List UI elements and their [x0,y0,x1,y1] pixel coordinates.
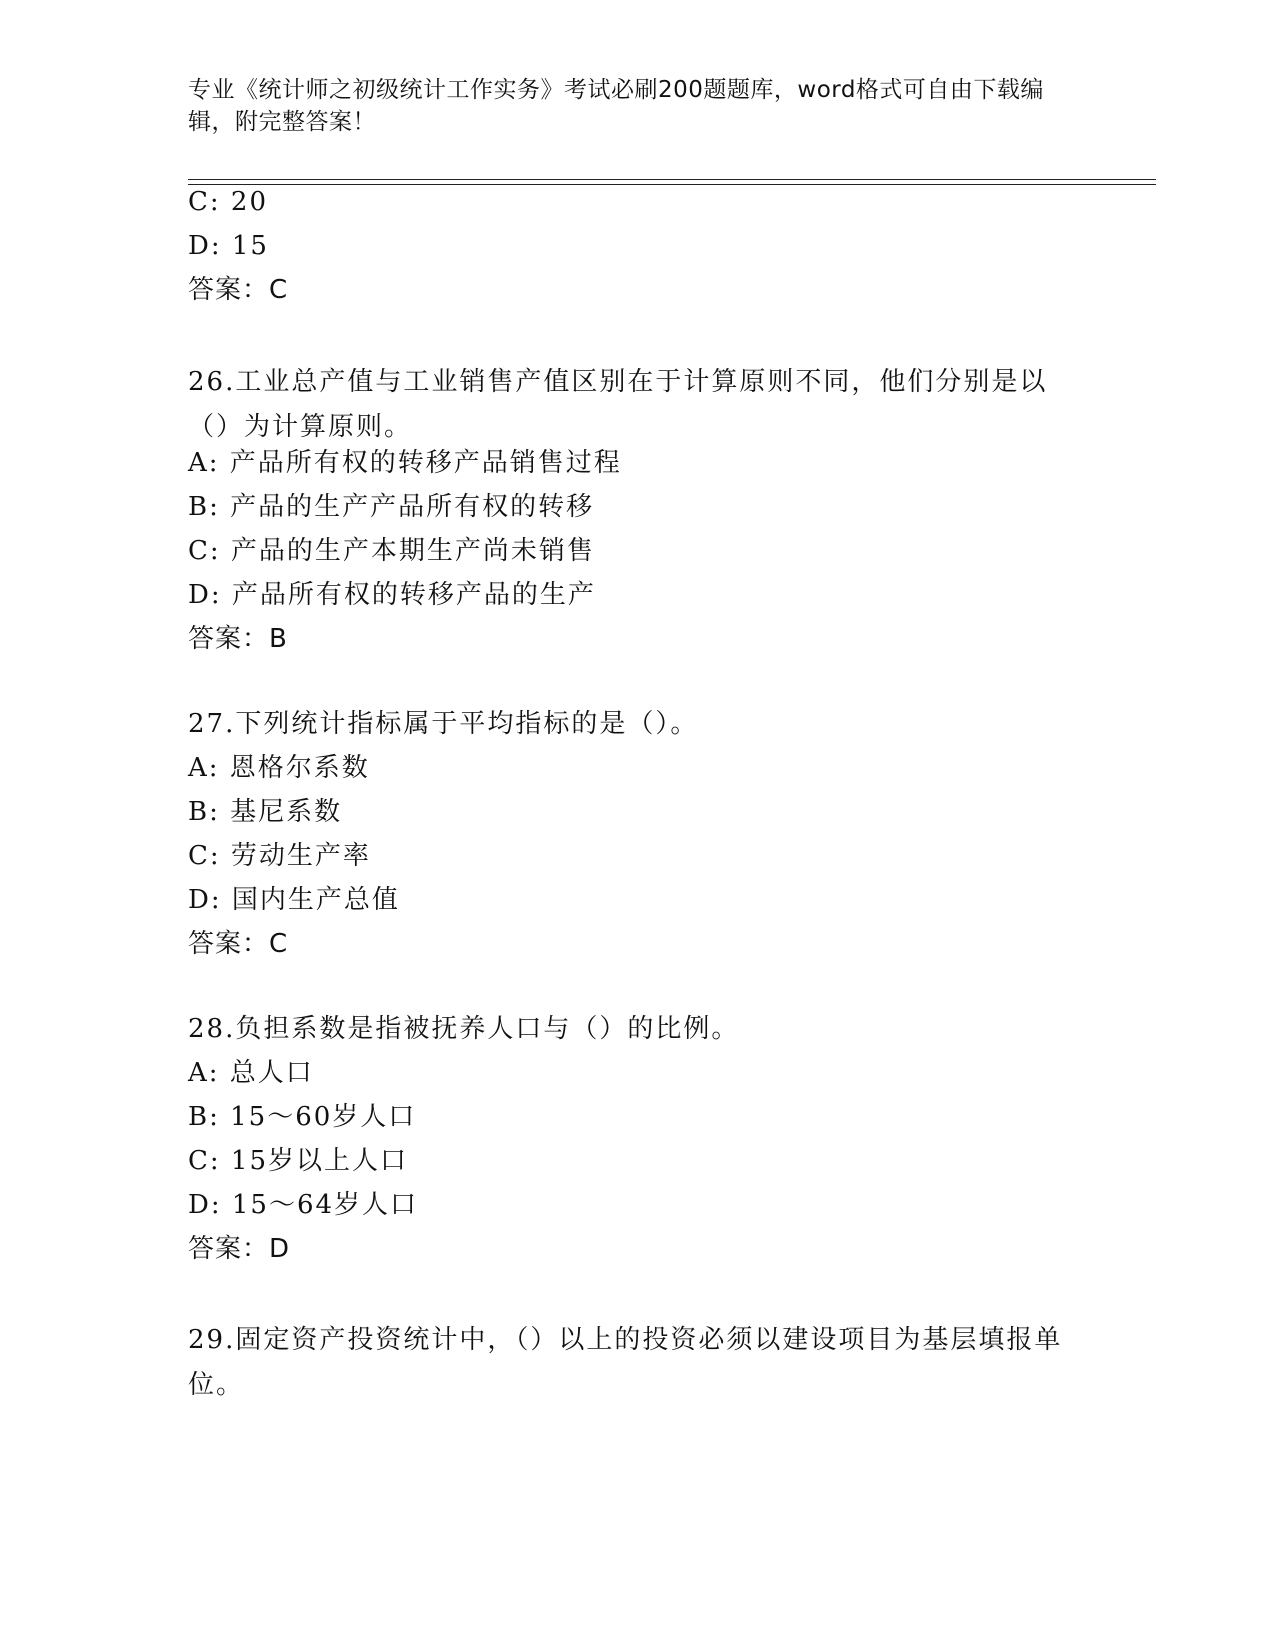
question-27-text: 27.下列统计指标属于平均指标的是（）。 [188,709,699,739]
question-27-answer: 答案：C [188,929,289,959]
question-26-text: 26.工业总产值与工业销售产值区别在于计算原则不同，他们分别是以（）为计算原则。 [188,367,1048,442]
question-28-answer: 答案：D [188,1234,291,1264]
question-26-answer: 答案：B [188,624,288,654]
option-c: C: 20 [188,187,269,217]
question-27-option-d: D: 国内生产总值 [188,885,400,915]
question-26-option-d: D: 产品所有权的转移产品的生产 [188,580,596,610]
question-28-text: 28.负担系数是指被抚养人口与（）的比例。 [188,1014,740,1044]
question-26-option-b: B: 产品的生产产品所有权的转移 [188,492,595,522]
question-28-option-d: D: 15～64岁人口 [188,1190,419,1220]
question-26-option-c: C: 产品的生产本期生产尚未销售 [188,536,595,566]
question-29-text: 29.固定资产投资统计中，（）以上的投资必须以建设项目为基层填报单位。 [188,1325,1063,1400]
question-28-option-b: B: 15～60岁人口 [188,1102,417,1132]
document-header: 专业《统计师之初级统计工作实务》考试必刷200题题库，word格式可自由下载编辑，附完整答案！ [188,77,1044,135]
header-rule-top [188,179,1156,180]
header-rule-bottom [188,184,1156,185]
question-27-option-a: A: 恩格尔系数 [188,753,370,783]
question-26-option-a: A: 产品所有权的转移产品销售过程 [188,448,622,478]
question-27-option-c: C: 劳动生产率 [188,841,371,871]
question-28-option-a: A: 总人口 [188,1058,314,1088]
question-27-option-b: B: 基尼系数 [188,797,343,827]
option-d: D: 15 [188,231,269,261]
answer-line: 答案：C [188,275,289,305]
question-28-option-c: C: 15岁以上人口 [188,1146,409,1176]
